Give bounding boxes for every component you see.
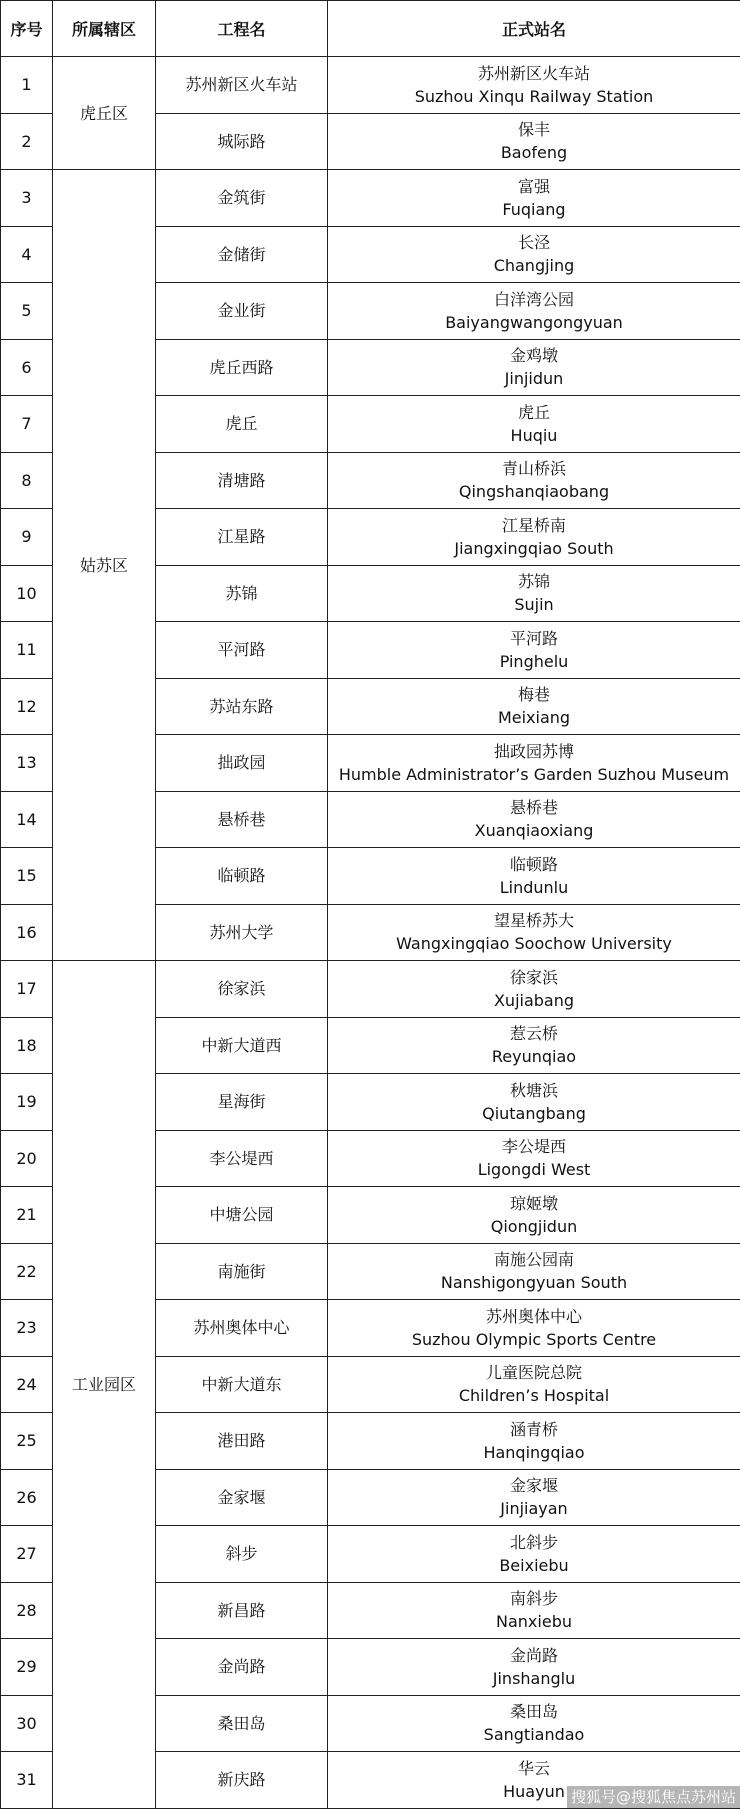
- official-name-cell: [328, 509, 740, 566]
- official-name-cn: 富强: [517, 176, 550, 196]
- official-name-cn: 江星桥南: [501, 515, 566, 535]
- project-name-cell: 苏州新区火车站: [156, 57, 328, 114]
- watermark: 搜狐号@搜狐焦点苏州站: [567, 1786, 740, 1808]
- official-name-en: Xuanqiaoxiang: [474, 821, 594, 841]
- official-name-en: Nanshigongyuan South: [440, 1273, 628, 1293]
- official-name-cell: [328, 1413, 740, 1470]
- official-name-en: Huqiu: [510, 425, 558, 445]
- official-name-en: Qingshanqiaobang: [458, 482, 610, 502]
- project-name-cell: 悬桥巷: [156, 791, 328, 848]
- official-name-cn: 保丰: [517, 120, 550, 140]
- official-name-cn: 金尚路: [509, 1645, 558, 1665]
- official-name-en: Changjing: [493, 256, 575, 276]
- row-seq: 2: [1, 113, 53, 170]
- row-seq: 14: [1, 791, 53, 848]
- row-seq: 16: [1, 904, 53, 961]
- row-seq: 30: [1, 1695, 53, 1752]
- official-name-en: Pinghelu: [499, 651, 569, 671]
- official-name-cell: [328, 678, 740, 735]
- table-row: [1, 961, 740, 1018]
- official-name-cn: 琼姬墩: [509, 1193, 558, 1213]
- project-name-cell: 虎丘: [156, 396, 328, 453]
- official-name-en: Qiongjidun: [490, 1216, 578, 1236]
- official-name-en: Wangxingqiao Soochow University: [396, 934, 672, 954]
- official-name-cn: 虎丘: [517, 402, 550, 422]
- project-name-cell: 江星路: [156, 509, 328, 566]
- official-name-en: Children’s Hospital: [458, 1386, 610, 1406]
- official-name-cell: [328, 791, 740, 848]
- project-name-cell: 城际路: [156, 113, 328, 170]
- official-name-cn: 青山桥浜: [501, 459, 566, 479]
- project-name-cell: 苏站东路: [156, 678, 328, 735]
- official-name-cell: [328, 1243, 740, 1300]
- official-name-en: Xujiabang: [493, 990, 575, 1010]
- official-name-cell: [328, 904, 740, 961]
- official-name-en: Sangtiandao: [483, 1725, 585, 1745]
- row-seq: 26: [1, 1469, 53, 1526]
- project-name-cell: 清塘路: [156, 452, 328, 509]
- row-seq: 7: [1, 396, 53, 453]
- project-name-cell: 虎丘西路: [156, 339, 328, 396]
- official-name-en: Baofeng: [500, 143, 568, 163]
- official-name-cell: [328, 283, 740, 340]
- project-name-cell: 拙政园: [156, 735, 328, 792]
- official-name-cn: 北斜步: [509, 1532, 558, 1552]
- row-seq: 18: [1, 1017, 53, 1074]
- official-name-en: Nanxiebu: [496, 1612, 572, 1632]
- official-name-en: Sujin: [514, 595, 554, 615]
- project-name-cell: 苏锦: [156, 565, 328, 622]
- official-name-cn: 悬桥巷: [509, 798, 558, 818]
- header-district: 所属辖区: [53, 1, 156, 57]
- project-name-cell: 中新大道西: [156, 1017, 328, 1074]
- row-seq: 9: [1, 509, 53, 566]
- official-name-cn: 惹云桥: [509, 1024, 558, 1044]
- official-name-cell: [328, 1130, 740, 1187]
- official-name-cell: [328, 452, 740, 509]
- project-name-cell: 平河路: [156, 622, 328, 679]
- project-name-cell: 苏州奥体中心: [156, 1300, 328, 1357]
- official-name-cn: 徐家浜: [509, 967, 558, 987]
- official-name-cell: [328, 57, 740, 114]
- official-name-cell: [328, 396, 740, 453]
- official-name-cn: 金家堰: [509, 1476, 558, 1496]
- official-name-cell: [328, 339, 740, 396]
- official-name-cn: 望星桥苏大: [493, 911, 574, 931]
- project-name-cell: 南施街: [156, 1243, 328, 1300]
- official-name-en: Huayun: [503, 1781, 565, 1801]
- official-name-cell: [328, 1526, 740, 1583]
- row-seq: 8: [1, 452, 53, 509]
- project-name-cell: 金尚路: [156, 1639, 328, 1696]
- official-name-en: Qiutangbang: [482, 1103, 586, 1123]
- official-name-cell: [328, 622, 740, 679]
- official-name-cn: 梅巷: [517, 685, 550, 705]
- row-seq: 28: [1, 1582, 53, 1639]
- header-seq: 序号: [1, 1, 53, 57]
- row-seq: 13: [1, 735, 53, 792]
- project-name-cell: 港田路: [156, 1413, 328, 1470]
- row-seq: 27: [1, 1526, 53, 1583]
- official-name-cell: [328, 170, 740, 227]
- row-seq: 19: [1, 1074, 53, 1131]
- official-name-cn: 南施公园南: [493, 1250, 574, 1270]
- project-name-cell: 金家堰: [156, 1469, 328, 1526]
- table-row: [1, 57, 740, 114]
- official-name-cn: 李公堤西: [501, 1137, 566, 1157]
- row-seq: 6: [1, 339, 53, 396]
- row-seq: 1: [1, 57, 53, 114]
- table-row: [1, 170, 740, 227]
- official-name-en: Lindunlu: [499, 877, 569, 897]
- row-seq: 15: [1, 848, 53, 905]
- row-seq: 20: [1, 1130, 53, 1187]
- project-name-cell: 金筑街: [156, 170, 328, 227]
- official-name-cell: [328, 113, 740, 170]
- table-header-row: [1, 1, 740, 57]
- official-name-cell: [328, 565, 740, 622]
- official-name-en: Ligongdi West: [477, 1160, 591, 1180]
- official-name-en: Beixiebu: [499, 1555, 569, 1575]
- official-name-cn: 南斜步: [509, 1589, 558, 1609]
- official-name-en: Baiyangwangongyuan: [445, 312, 623, 332]
- official-name-cell: [328, 1187, 740, 1244]
- project-name-cell: 李公堤西: [156, 1130, 328, 1187]
- official-name-cn: 苏锦: [517, 572, 550, 592]
- official-name-cn: 临顿路: [509, 854, 558, 874]
- project-name-cell: 中新大道东: [156, 1356, 328, 1413]
- official-name-cell: [328, 735, 740, 792]
- official-name-en: Meixiang: [497, 708, 571, 728]
- official-name-cn: 苏州新区火车站: [477, 63, 590, 83]
- row-seq: 24: [1, 1356, 53, 1413]
- official-name-en: Jiangxingqiao South: [454, 538, 614, 558]
- project-name-cell: 苏州大学: [156, 904, 328, 961]
- official-name-cn: 华云: [517, 1758, 550, 1778]
- project-name-cell: 星海街: [156, 1074, 328, 1131]
- official-name-cn: 秋塘浜: [509, 1080, 558, 1100]
- row-seq: 5: [1, 283, 53, 340]
- official-name-cn: 白洋湾公园: [493, 289, 574, 309]
- project-name-cell: 中塘公园: [156, 1187, 328, 1244]
- row-seq: 22: [1, 1243, 53, 1300]
- district-cell: 工业园区: [53, 961, 156, 1809]
- project-name-cell: 金储街: [156, 226, 328, 283]
- row-seq: 23: [1, 1300, 53, 1357]
- official-name-cell: [328, 1469, 740, 1526]
- official-name-cell: [328, 1356, 740, 1413]
- official-name-en: Jinjiayan: [500, 1499, 568, 1519]
- project-name-cell: 新庆路: [156, 1752, 328, 1809]
- official-name-en: Suzhou Olympic Sports Centre: [411, 1329, 657, 1349]
- official-name-en: Jinshanglu: [492, 1668, 576, 1688]
- row-seq: 10: [1, 565, 53, 622]
- project-name-cell: 徐家浜: [156, 961, 328, 1018]
- row-seq: 11: [1, 622, 53, 679]
- official-name-en: Fuqiang: [502, 199, 566, 219]
- official-name-en: Reyunqiao: [491, 1047, 577, 1067]
- official-name-en: Suzhou Xinqu Railway Station: [414, 86, 654, 106]
- project-name-cell: 新昌路: [156, 1582, 328, 1639]
- row-seq: 3: [1, 170, 53, 227]
- official-name-cn: 桑田岛: [509, 1702, 558, 1722]
- row-seq: 25: [1, 1413, 53, 1470]
- official-name-cell: [328, 1017, 740, 1074]
- official-name-en: Humble Administrator’s Garden Suzhou Museum: [338, 764, 730, 784]
- official-name-cn: 儿童医院总院: [485, 1363, 582, 1383]
- project-name-cell: 临顿路: [156, 848, 328, 905]
- official-name-cn: 苏州奥体中心: [485, 1306, 582, 1326]
- official-name-cn: 拙政园苏博: [493, 741, 574, 761]
- row-seq: 31: [1, 1752, 53, 1809]
- row-seq: 17: [1, 961, 53, 1018]
- row-seq: 29: [1, 1639, 53, 1696]
- project-name-cell: 金业街: [156, 283, 328, 340]
- official-name-cn: 涵青桥: [509, 1419, 558, 1439]
- official-name-cn: 金鸡墩: [509, 346, 558, 366]
- header-project-name: 工程名: [156, 1, 328, 57]
- row-seq: 12: [1, 678, 53, 735]
- project-name-cell: 桑田岛: [156, 1695, 328, 1752]
- official-name-cell: [328, 1582, 740, 1639]
- official-name-cell: [328, 1639, 740, 1696]
- official-name-cn: 长泾: [517, 233, 550, 253]
- row-seq: 21: [1, 1187, 53, 1244]
- row-seq: 4: [1, 226, 53, 283]
- official-name-cn: 平河路: [509, 628, 558, 648]
- official-name-cell: [328, 1300, 740, 1357]
- official-name-en: Jinjidun: [504, 369, 564, 389]
- official-name-cell: [328, 1074, 740, 1131]
- official-name-en: Hanqingqiao: [483, 1442, 585, 1462]
- official-name-cell: [328, 961, 740, 1018]
- district-cell: 虎丘区: [53, 57, 156, 170]
- district-cell: 姑苏区: [53, 170, 156, 961]
- official-name-cell: [328, 1695, 740, 1752]
- official-name-cell: [328, 848, 740, 905]
- project-name-cell: 斜步: [156, 1526, 328, 1583]
- official-name-cell: [328, 226, 740, 283]
- header-official-name: 正式站名: [328, 1, 740, 57]
